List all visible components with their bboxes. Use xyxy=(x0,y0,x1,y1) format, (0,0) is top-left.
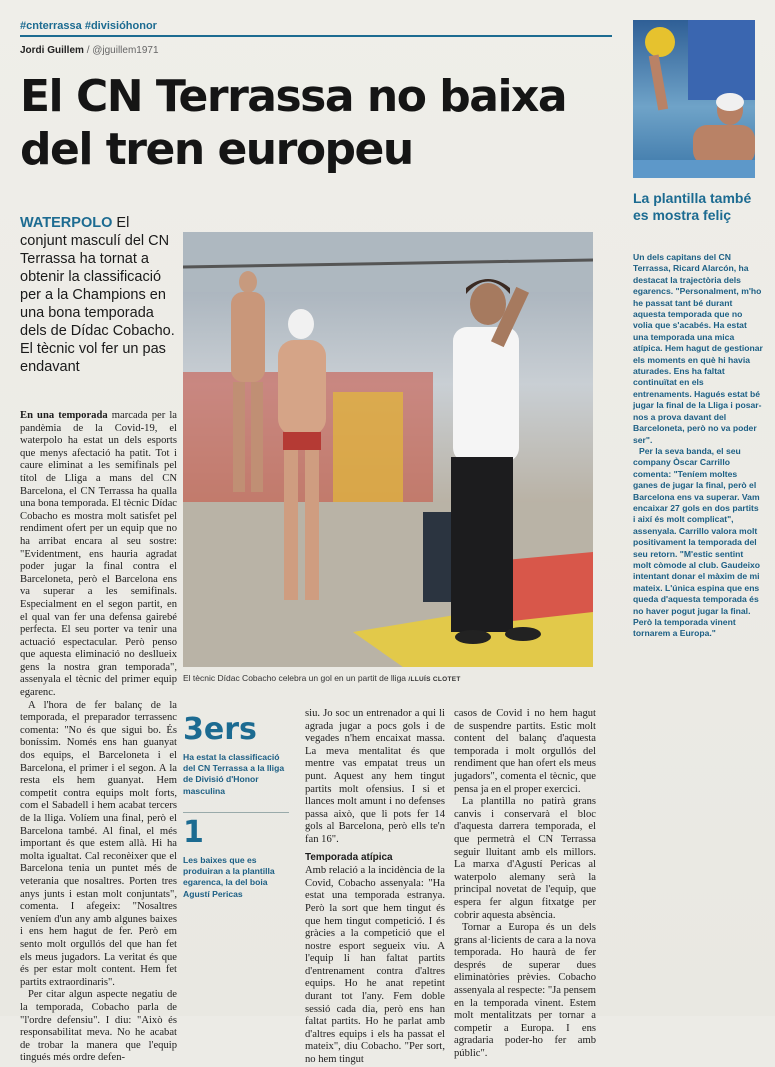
body-column-4 xyxy=(454,708,596,1061)
subheading: Temporada atípica xyxy=(305,851,393,863)
stat-divider xyxy=(183,812,289,813)
photo-caption xyxy=(183,673,593,683)
sidebar-title: La plantilla també es mostra feliç xyxy=(633,190,752,223)
lede-text: El conjunt masculí del CN Terrassa ha tornat a obtenir la classificació per a la Champions en una bona temporada dels de Dídac Cobacho. El tècnic vol fer un pas endavant xyxy=(20,215,175,375)
body-paragraph xyxy=(20,410,177,700)
section-tag: #cnterrassa #divisióhonor xyxy=(20,20,612,37)
headline: El CN Terrassa no baixa del tren europeu xyxy=(20,71,567,175)
sidebar-text xyxy=(633,252,763,640)
sidebar-paragraph: Per la seva banda, el seu company Òscar Carrillo comenta: "Teníem moltes ganes de jugar la final, però el Barcelona ens va superar. Vam encaixar 27 gols en dos partits i així és molt complicat", assenyala. Carrillo valora molt positivament la temporada del seu retorn. "M'estic sentint molt còmode al club. Gaudeixo intentant donar el màxim de mi mateix. L'única espina que ens queda d'aquesta temporada és no haver pogut jugar la final. Però la temporada vinent tornarem a Europa." xyxy=(633,445,761,639)
caption-text: El tècnic Dídac Cobacho celebra un gol en un partit de lliga xyxy=(183,673,407,683)
lede xyxy=(20,214,178,376)
player-with-ball-illustration xyxy=(633,20,755,178)
stat-value: 1 xyxy=(183,815,204,850)
sidebar-photo xyxy=(633,20,755,178)
body-column-1 xyxy=(20,410,177,1065)
photo-credit: /LLUÍS CLOTET xyxy=(408,676,461,683)
body-paragraph: Per citar algun aspecte negatiu de la temporada, Cobacho parla de "l'ordre defensiu". I diu: "Això és responsabilitat meva. No he acabat de trobar la manera que l'equip tingués més ordre defen- xyxy=(20,989,177,1064)
body-column-3 xyxy=(305,708,445,1067)
stat-label: Les baixes que es produiran a la plantilla egarenca, la del boia Agustí Pericas xyxy=(183,855,275,899)
stat-value: 3ers xyxy=(183,712,257,747)
body-paragraph: Amb relació a la incidència de la Covid, Cobacho assenyala: "Ha estat una temporada estranya. Però la sort que hem tingut és que hem tingut competició. I és gràcies a la competició que el nostre esport segueix viu. A l'equip li han faltat partits d'entrenament contra d'altres equips. Ho he anat repetint durant tot l'any. Fem doble sessió cada dia, però ens han faltat partits. Ho he parlat amb d'altres equips i els ha passat el mateix", diu Cobacho. "Per sort, no hem tingut xyxy=(305,865,445,1066)
body-text: marcada per la pandèmia de la Covid-19, el waterpolo ha estat un dels esports que menys afectació ha patit. Tot i caure eliminat a les semifinals pel títol de Lliga a mans del CN Barcelona, el CN Terrassa ha qualla una bona temporada. El tècnic Dídac Cobacho es mostra molt satisfet pel rendiment ofert per un equip que no ha arribat encara al seu sostre: "Evidentment, ens hauria agradat poder jugar la final contra el Barceloneta, però el Barcelona ens va superar a les semifinals. Especialment en el segon partit, en el qual van fer una defensa gairebé perfecta. El seu porter va tenir una actuació espectacular. Però penso que aquesta eliminació no desllueix gens la nostra gran temporada", assenyala el tècnic del primer equip egarenc. xyxy=(20,410,178,699)
stat-label: Ha estat la classificació del CN Terrassa a la lliga de Divisió d'Honor masculina xyxy=(183,752,285,796)
lede-kicker: WATERPOLO xyxy=(20,215,113,231)
body-paragraph: A l'hora de fer balanç de la temporada, el preparador terrassenc comenta: "No és que sigui bo. És boníssim. Només ens han guanyat dos equips, el Barceloneta i el Barcelona, el primer i el segon. A la resta els hem guanyat. Hem competit contra equips molt forts, com el Sabadell i hem acabat tercers de la lliga. Volíem una final, però el Barcelona també. Al final, el més important és que estem allà. Hi ha molta igualtat. Cal reconèixer que el Barcelona tenia un puntet més de veterania que nosaltres. Porten tres anys junts i estan molt conjuntats", comenta. I afegeix: "Nosaltres veníem d'un any amb algunes baixes i ens hem hagut de fer. Però em sento molt orgullós del que han fet els meus jugadors. La veritat és que és per estar molt content. Hem fet partits extraordinaris". xyxy=(20,699,177,988)
body-paragraph: siu. Jo soc un entrenador a qui li agrada jugar a pocs gols i de vegades n'hem encaixat massa. La meva mentalitat és que mentre vas empatat treus un punt. Aquest any hem tingut partits molt ofensius. I si et llances molt amunt i no defenses passa això, que li pots fer 14 gols al Barcelona, però ells te'n fan 16". xyxy=(305,708,445,845)
coach-celebration-illustration xyxy=(183,232,593,667)
author-handle: / @jguillem1971 xyxy=(86,45,159,56)
body-paragraph: La plantilla no patirà grans canvis i conservarà el bloc d'aquesta darrera temporada, el que permetrà el CN Terrassa seguir lluitant amb els millors. La marxa d'Agustí Pericas al waterpolo alemany serà la principal novetat de l'equip, que espera fer algun fitxatge per cobrir aquesta absència. xyxy=(454,796,596,921)
main-photo xyxy=(183,232,593,667)
run-in: En una temporada xyxy=(20,410,108,421)
body-paragraph: Tornar a Europa és un dels grans al·licients de cara a la nova temporada. Ho haurà de fer després de superar dues eliminatòries prèvies. Cobacho assenyala al respecte: "Ja pensem en la temporada vinent. Estem molt mentalitzats per tornar a competir a Europa. I ens agradaria poder-ho fer amb públic". xyxy=(454,922,596,1060)
sidebar-paragraph: Un dels capitans del CN Terrassa, Ricard Alarcón, ha destacat la trajectòria dels egarencs. "Personalment, m'ho he passat tant bé durant aquesta temporada que no volia que s'acabés. Ha estat una temporada una mica atípica. Hem hagut de gestionar els moments en què hi havia aturades. Ens ha faltat continuïtat en els entrenaments. Hagués estat bé jugar la final de la Lliga i posar-nos a prova davant del Barceloneta, però no va poder ser". xyxy=(633,252,763,445)
author-name: Jordi Guillem xyxy=(20,45,84,56)
byline xyxy=(20,45,159,56)
body-paragraph: casos de Covid i no hem hagut de suspendre partits. Estic molt content del balanç d'aquesta temporada i molt orgullós del rendiment que han ofert els meus jugadors", comenta el tècnic, que pensa ja en el proper exercici. xyxy=(454,708,596,795)
